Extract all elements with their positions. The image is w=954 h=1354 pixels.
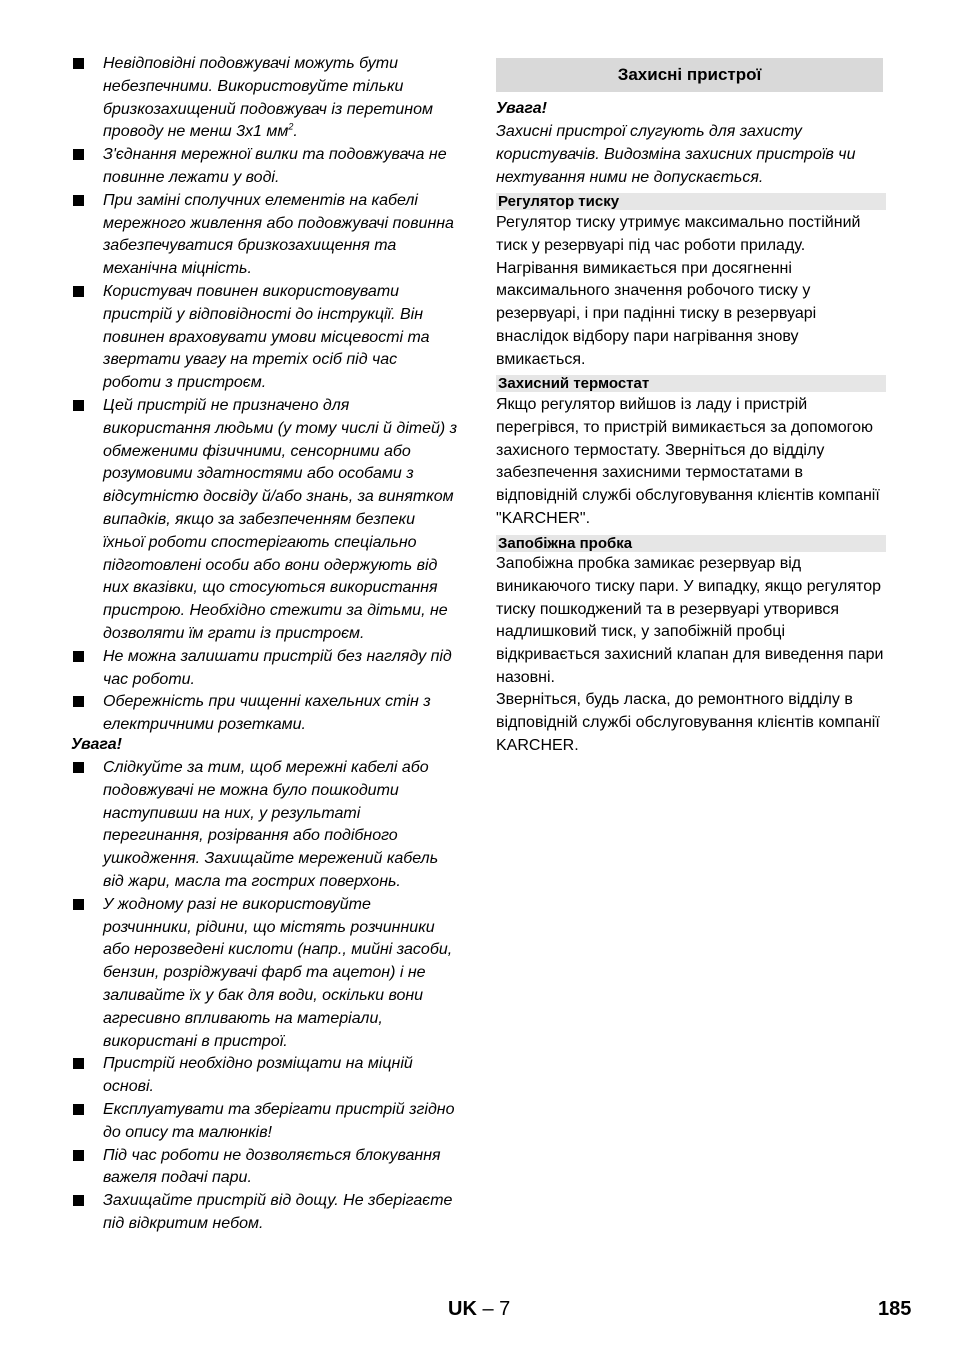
list-item-text: У жодному разі не використовуйте розчинники, рідини, що містять розчинники або нерозведені кислоти (напр., мийні засоби, бензин, розріджувачі фарб та ацетон) і не заливайте їх у бак для води, оскільки вони агресивно впливають на матеріали, використані в пристрої. — [103, 895, 453, 1050]
list-item-text: Захищайте пристрій від дощу. Не зберігаєте під відкритим небом. — [103, 1192, 453, 1232]
bullet-square-icon — [73, 1058, 84, 1069]
list-item — [71, 53, 458, 144]
list-item — [71, 1145, 458, 1191]
list-item-text: При заміні сполучних елементів на кабелі мережного живлення або подовжувачі повинна забезпечуватися бризкозахищення та механічна міцність. — [103, 191, 454, 278]
list-item-text: Користувач повинен використовувати пристрій у відповідності до інструкції. Він повинен враховувати умови місцевості та звертати увагу на третіх осіб під час роботи з пристроєм. — [103, 282, 430, 392]
list-item — [71, 1053, 458, 1099]
bullet-square-icon — [73, 58, 84, 69]
bullet-square-icon — [73, 286, 84, 297]
warning-label: Увага! — [71, 736, 122, 753]
warning-label: Увага! — [496, 100, 547, 117]
list-item-text: Не можна залишати пристрій без нагляду під час роботи. — [103, 647, 452, 688]
safety-bullet-list-bottom — [71, 757, 458, 1236]
safety-bullet-list-top — [71, 53, 458, 737]
bullet-square-icon — [73, 1195, 84, 1206]
list-item — [71, 1099, 458, 1145]
bullet-square-icon — [73, 400, 84, 411]
list-item — [71, 757, 458, 894]
subsection-text-safety-plug-contact: Зверніться, будь ласка, до ремонтного відділу в відповідній службі обслуговування клієнтів компанії KARCHER. — [496, 691, 880, 754]
list-item-text: Цей пристрій не призначено для використання людьми (у тому числі й дітей) з обмеженими фізичними, сенсорними або розумовими здатностями або особами з відсутністю досвіду й/або знань, за винятком випадків, якщо за забезпеченням безпеки їхньої роботи спостерігають спеціально підготовлені особи або вони одержують від них вказівки, що стосуються використання пристрою. Необхідно стежити за дітьми, не дозволяти їм грати із пристроєм. — [103, 396, 458, 642]
list-item-text: Невідповідні подовжувачі можуть бути небезпечними. Використовуйте тільки бризкозахищений подовжувач із перетином проводу не менш 3х1 мм — [103, 55, 433, 141]
list-item — [71, 281, 458, 395]
footer-language-page — [448, 1298, 510, 1321]
list-item — [71, 894, 458, 1054]
subsection-text-pressure-regulator: Регулятор тиску утримує максимально постійний тиск у резервуарі під час роботи приладу. Нагрівання вимикається при досягненні максимального значення робочого тиску у резервуарі, і при падінні тиску в резервуарі внаслідок відбору пари нагрівання знову вмикається. — [496, 214, 861, 368]
list-item — [71, 144, 458, 190]
list-item — [71, 1190, 458, 1236]
subsection-text-thermostat: Якщо регулятор вийшов із ладу і пристрій перегрівся, то пристрій вимикається за допомогою захисного термостату. Зверніться до відділу забезпечення захисними термостатами в відповідній службі обслуговування клієнтів компанії "KARCHER". — [496, 396, 880, 527]
list-item-text: Слідкуйте за тим, щоб мережні кабелі або подовжувачі не можна було пошкодити наступивши на них, у результаті перегинання, розірвання або подібного ушкодження. Захищайте мережений кабель від жари, масла та гострих поверхонь. — [103, 759, 439, 890]
warning-text: Захисні пристрої слугують для захисту користувачів. Видозміна захисних пристроїв чи нехтування ними не допускається. — [496, 123, 856, 186]
footer-lang-page: 7 — [499, 1298, 511, 1320]
bullet-square-icon — [73, 1104, 84, 1115]
subsection-title-pressure-regulator: Регулятор тиску — [496, 193, 886, 210]
subsection-title-thermostat: Захисний термостат — [496, 375, 886, 392]
section-title: Захисні пристрої — [496, 58, 883, 92]
list-item-text: Під час роботи не дозволяється блокування важеля подачі пари. — [103, 1146, 441, 1187]
list-item — [71, 646, 458, 692]
list-item — [71, 190, 458, 281]
subsection-text-safety-plug: Запобіжна пробка замикає резервуар від виникаючого тиску пари. У випадку, якщо регулятор тиску пошкоджений та в резервуарі утворився надлишковий тиск, у запобіжній пробці відкривається захисний клапан для виведення пари назовні. — [496, 555, 884, 686]
list-item-text: З'єднання мережної вилки та подовжувача не повинне лежати у воді. — [103, 146, 447, 186]
list-item-text: Обережність при чищенні кахельних стін з електричними розетками. — [103, 693, 431, 734]
list-item-tail: . — [293, 123, 298, 141]
bullet-square-icon — [73, 899, 84, 910]
bullet-square-icon — [73, 1150, 84, 1161]
bullet-square-icon — [73, 696, 84, 707]
footer-separator: – — [476, 1298, 500, 1320]
footer-lang-code: UK — [448, 1298, 477, 1320]
superscript: 2 — [288, 122, 294, 133]
bullet-square-icon — [73, 149, 84, 160]
list-item — [71, 395, 458, 646]
bullet-square-icon — [73, 651, 84, 662]
bullet-square-icon — [73, 195, 84, 206]
list-item-text: Експлуатувати та зберігати пристрій згідно до опису та малюнків! — [103, 1100, 455, 1141]
bullet-square-icon — [73, 762, 84, 773]
list-item-text: Пристрій необхідно розміщати на міцній основі. — [103, 1055, 413, 1096]
list-item — [71, 691, 458, 737]
page-number: 185 — [878, 1298, 912, 1320]
subsection-title-safety-plug: Запобіжна пробка — [496, 535, 886, 552]
